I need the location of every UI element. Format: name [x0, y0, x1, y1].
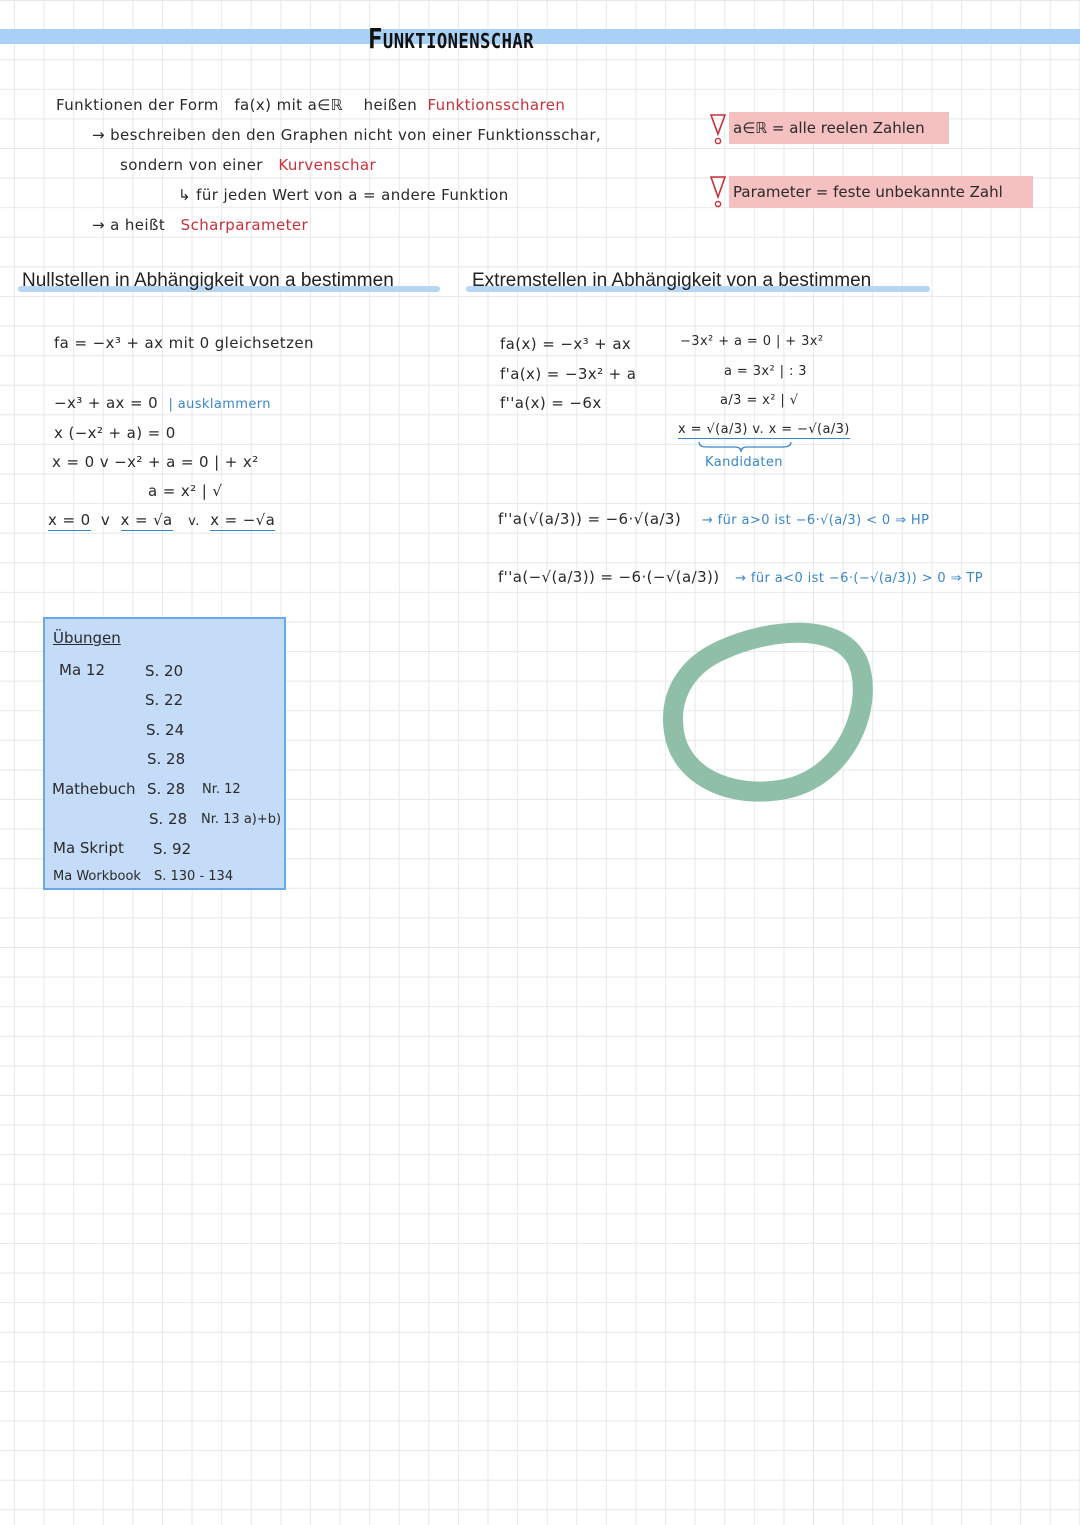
note-parameter: Parameter = feste unbekannte Zahl	[729, 176, 1033, 208]
intro-text: Funktionen der Form	[56, 96, 219, 114]
exercise-book: Ma 12	[59, 661, 105, 679]
exercise-page: S. 92	[153, 840, 192, 858]
extrem-step-1: −3x² + a = 0 | + 3x²	[680, 334, 824, 349]
nullstellen-step-5: a = x² | √	[148, 482, 223, 500]
result-hp: → für a>0 ist −6·√(a/3) < 0 ⇒ HP	[701, 513, 930, 528]
intro-text: → a heißt	[92, 216, 166, 234]
second-derivative-test: f''a(−√(a/3)) = −6·(−√(a/3))	[498, 568, 720, 586]
extrem-step-4: x = √(a/3) v. x = −√(a/3)	[678, 422, 850, 437]
heading-extremstellen: Extremstellen in Abhängigkeit von a bestimmen	[472, 270, 872, 291]
term-funktionsscharen: Funktionsscharen	[427, 96, 566, 114]
intro-line-5	[92, 216, 308, 234]
intro-line-2: → beschreiben den den Graphen nicht von einer Funktionsschar,	[92, 126, 602, 144]
exercise-title: Übungen	[53, 629, 121, 647]
warning-icon	[709, 112, 727, 146]
test-tp	[498, 568, 983, 586]
exercise-page: S. 20	[145, 662, 184, 680]
derivative-0: fa(x) = −x³ + ax	[500, 335, 632, 353]
root-3: x = −√a	[210, 511, 276, 529]
page-title: Funktionenschar	[368, 22, 534, 55]
title-band	[0, 29, 1080, 44]
root-2: x = √a	[120, 511, 173, 529]
exercise-page: S. 28	[147, 780, 186, 798]
exercise-nr: Nr. 13 a)+b)	[201, 812, 282, 827]
intro-text: sondern von einer	[120, 156, 263, 174]
warning-icon	[709, 174, 727, 210]
exercise-nr: Nr. 12	[202, 782, 241, 797]
root-1: x = 0	[48, 511, 91, 529]
exercise-page: S. 28	[147, 750, 186, 768]
or-sign: v	[100, 511, 111, 529]
brace-bracket	[695, 440, 795, 454]
step-note: | ausklammern	[168, 397, 271, 412]
extrem-step-3: a/3 = x² | √	[720, 393, 799, 408]
intro-line-1	[56, 96, 565, 114]
term-kurvenschar: Kurvenschar	[278, 156, 377, 174]
test-hp	[498, 510, 929, 528]
nullstellen-step-4: x = 0 v −x² + a = 0 | + x²	[52, 453, 259, 471]
extrem-step-2: a = 3x² | : 3	[724, 364, 807, 379]
exercise-book: Ma Workbook	[53, 869, 141, 884]
exercise-page: S. 22	[145, 691, 184, 709]
exercise-box	[43, 617, 286, 890]
nullstellen-step-1: fa = −x³ + ax mit 0 gleichsetzen	[54, 334, 314, 352]
highlighter-circle	[660, 622, 876, 806]
nullstellen-step-2	[54, 394, 271, 412]
nullstellen-result	[48, 511, 275, 529]
exercise-book: Mathebuch	[52, 780, 136, 798]
label-kandidaten: Kandidaten	[705, 455, 783, 470]
exercise-page: S. 28	[149, 810, 188, 828]
intro-formula: fa(x) mit a∈ℝ	[234, 96, 343, 114]
nullstellen-step-3: x (−x² + a) = 0	[54, 424, 176, 442]
term-scharparameter: Scharparameter	[180, 216, 309, 234]
heading-nullstellen: Nullstellen in Abhängigkeit von a bestimmen	[22, 270, 394, 291]
intro-line-3	[120, 156, 376, 174]
equation: −x³ + ax = 0	[54, 394, 159, 412]
exercise-page: S. 24	[146, 721, 185, 739]
derivative-2: f''a(x) = −6x	[500, 394, 602, 412]
derivative-1: f'a(x) = −3x² + a	[500, 365, 637, 383]
note-real-numbers: a∈ℝ = alle reelen Zahlen	[729, 112, 949, 144]
exercise-page: S. 130 - 134	[154, 869, 234, 884]
or-sign: v.	[188, 514, 200, 529]
intro-text: heißen	[363, 96, 418, 114]
second-derivative-test: f''a(√(a/3)) = −6·√(a/3)	[498, 510, 682, 528]
result-tp: → für a<0 ist −6·(−√(a/3)) > 0 ⇒ TP	[735, 571, 984, 586]
intro-line-4: ↳ für jeden Wert von a = andere Funktion	[178, 186, 509, 204]
exercise-book: Ma Skript	[53, 839, 124, 857]
